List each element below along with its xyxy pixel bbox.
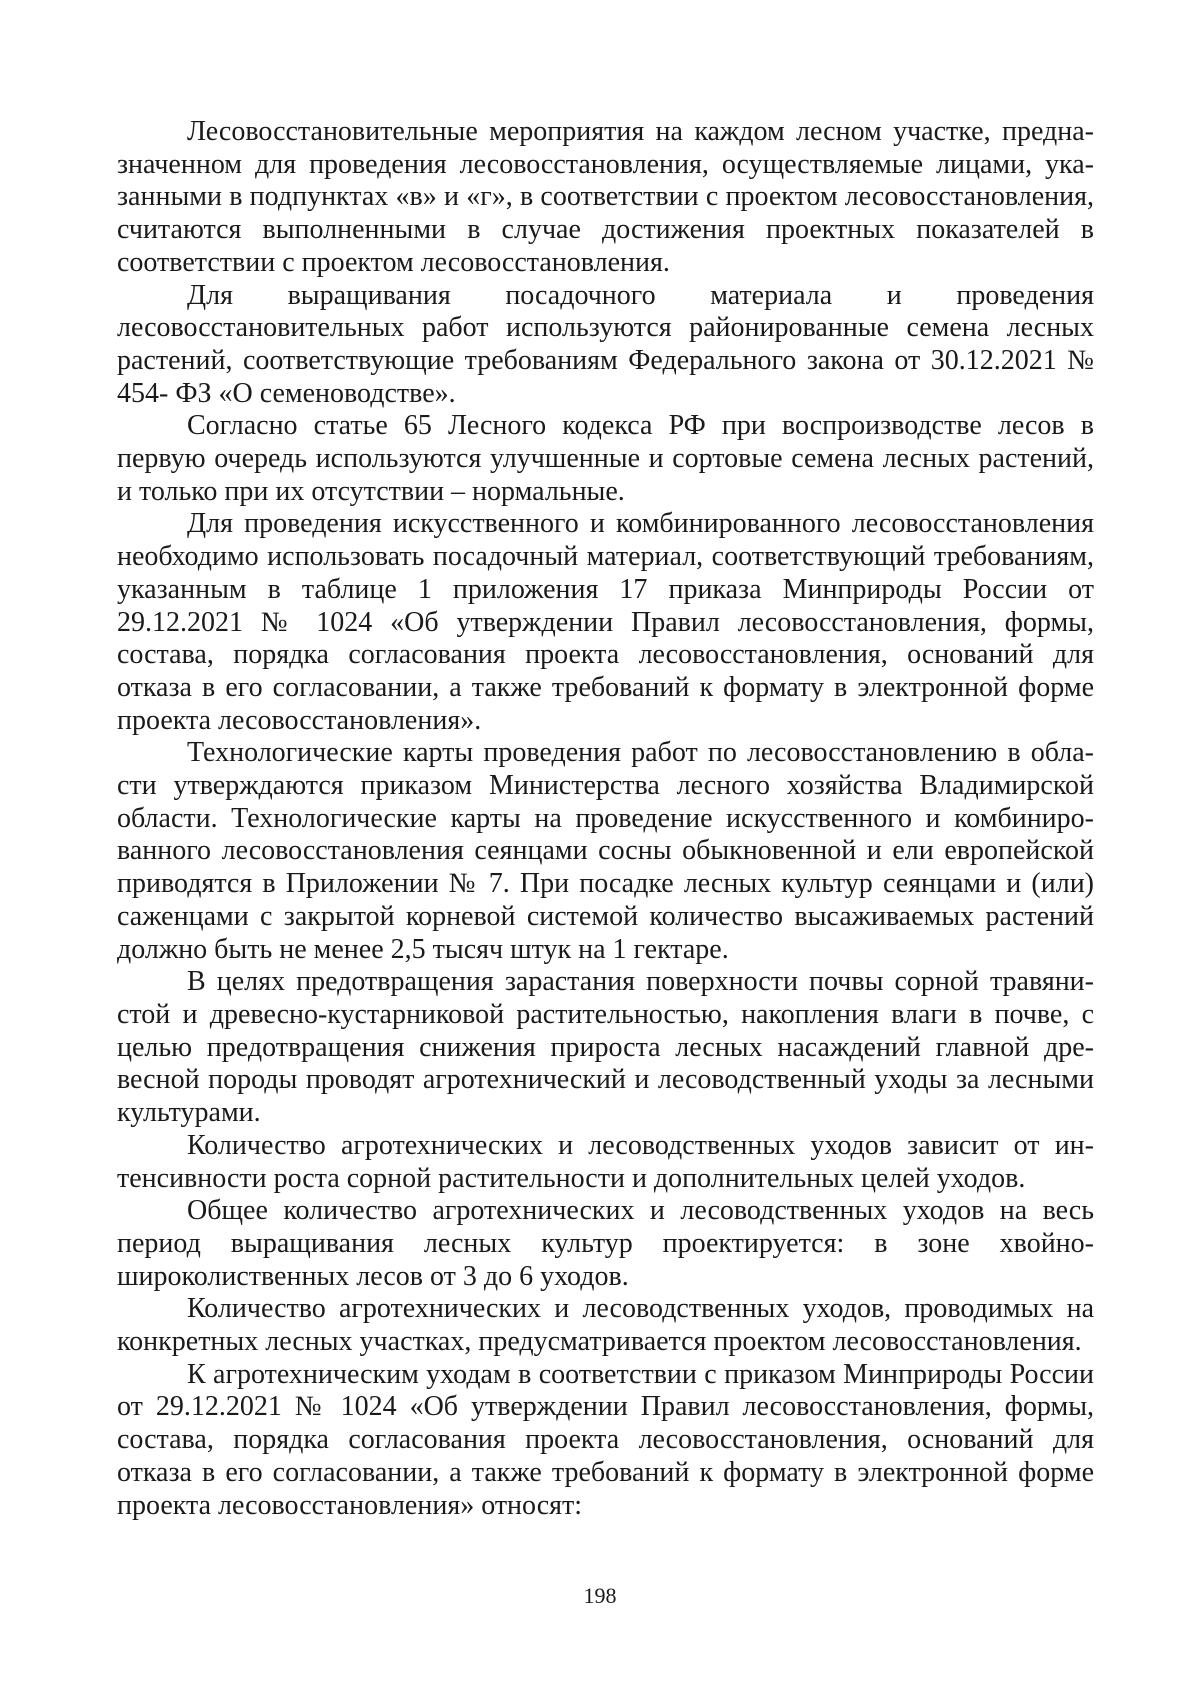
paragraph-planting-material-requirements: Для проведения искусственного и комбинированного лесовосстановления необходимо использовать посадочный материал, соответствующий требованиям, указанным в таблице 1 приложения 17 приказа Минприроды России от 29.12.2021 № 1024 «Об утверждении Правил лесовосстановления, формы, состава, порядка согласования проекта лесовосстановления, оснований для отказа в его согласовании, а также требований к формату в электронной форме проекта лесовосстановления».	[117, 508, 1094, 736]
paragraph-total-care-count: Общее количество агротехнических и лесоводственных уходов на весь период выращивания лесных культур проектируется: в зоне хвойно-широколиственных лесов от 3 до 6 уходов.	[117, 1195, 1094, 1292]
paragraph-planting-material-seeds: Для выращивания посадочного материала и проведения лесовосстановительных работ используются районированные семена лесных растений, соответствующие требованиям Федерального закона от 30.12.2021 № 454- ФЗ «О семеноводстве».	[117, 279, 1094, 409]
paragraph-technological-maps: Технологические карты проведения работ по лесовосстановлению в области утверждаются приказом Министерства лесного хозяйства Владимирской области. Технологические карты на проведение искусственного и комбинированного лесовосстановления сеянцами сосны обыкновенной и ели европейской приводятся в Приложении № 7. При посадке лесных культур сеянцами и (или) саженцами с закрытой корневой системой количество высаживаемых растений должно быть не менее 2,5 тысяч штук на 1 гектаре.	[117, 737, 1094, 965]
document-body	[117, 116, 1094, 1522]
paragraph-care-count-dependence: Количество агротехнических и лесоводственных уходов зависит от интенсивности роста сорной растительности и дополнительных целей уходов.	[117, 1129, 1094, 1194]
paragraph-weed-prevention: В целях предотвращения зарастания поверхности почвы сорной травянистой и древесно-кустарниковой растительностью, накопления влаги в почве, с целью предотвращения снижения прироста лесных насаждений главной древесной породы проводят агротехнический и лесоводственный уходы за лесными культурами.	[117, 966, 1094, 1129]
paragraph-reforestation-measures: Лесовосстановительные мероприятия на каждом лесном участке, предназначенном для проведения лесовосстановления, осуществляемые лицами, указанными в подпунктах «в» и «г», в соответствии с проектом лесовосстановления, считаются выполненными в случае достижения проектных показателей в соответствии с проектом лесовосстановления.	[117, 116, 1094, 278]
paragraph-agrotechnical-care-list: К агротехническим уходам в соответствии с приказом Минприроды России от 29.12.2021 № 1024 «Об утверждении Правил лесовосстановления, формы, состава, порядка согласования проекта лесовосстановления, оснований для отказа в его согласовании, а также требований к формату в электронной форме проекта лесовосстановления» относят:	[117, 1358, 1094, 1521]
paragraph-forest-code-article-65: Согласно статье 65 Лесного кодекса РФ при воспроизводстве лесов в первую очередь используются улучшенные и сортовые семена лесных растений, и только при их отсутствии – нормальные.	[117, 410, 1094, 507]
page-number: 198	[583, 1583, 617, 1608]
paragraph-care-on-plots: Количество агротехнических и лесоводственных уходов, проводимых на конкретных лесных участках, предусматривается проектом лесовосстановления.	[117, 1293, 1094, 1358]
